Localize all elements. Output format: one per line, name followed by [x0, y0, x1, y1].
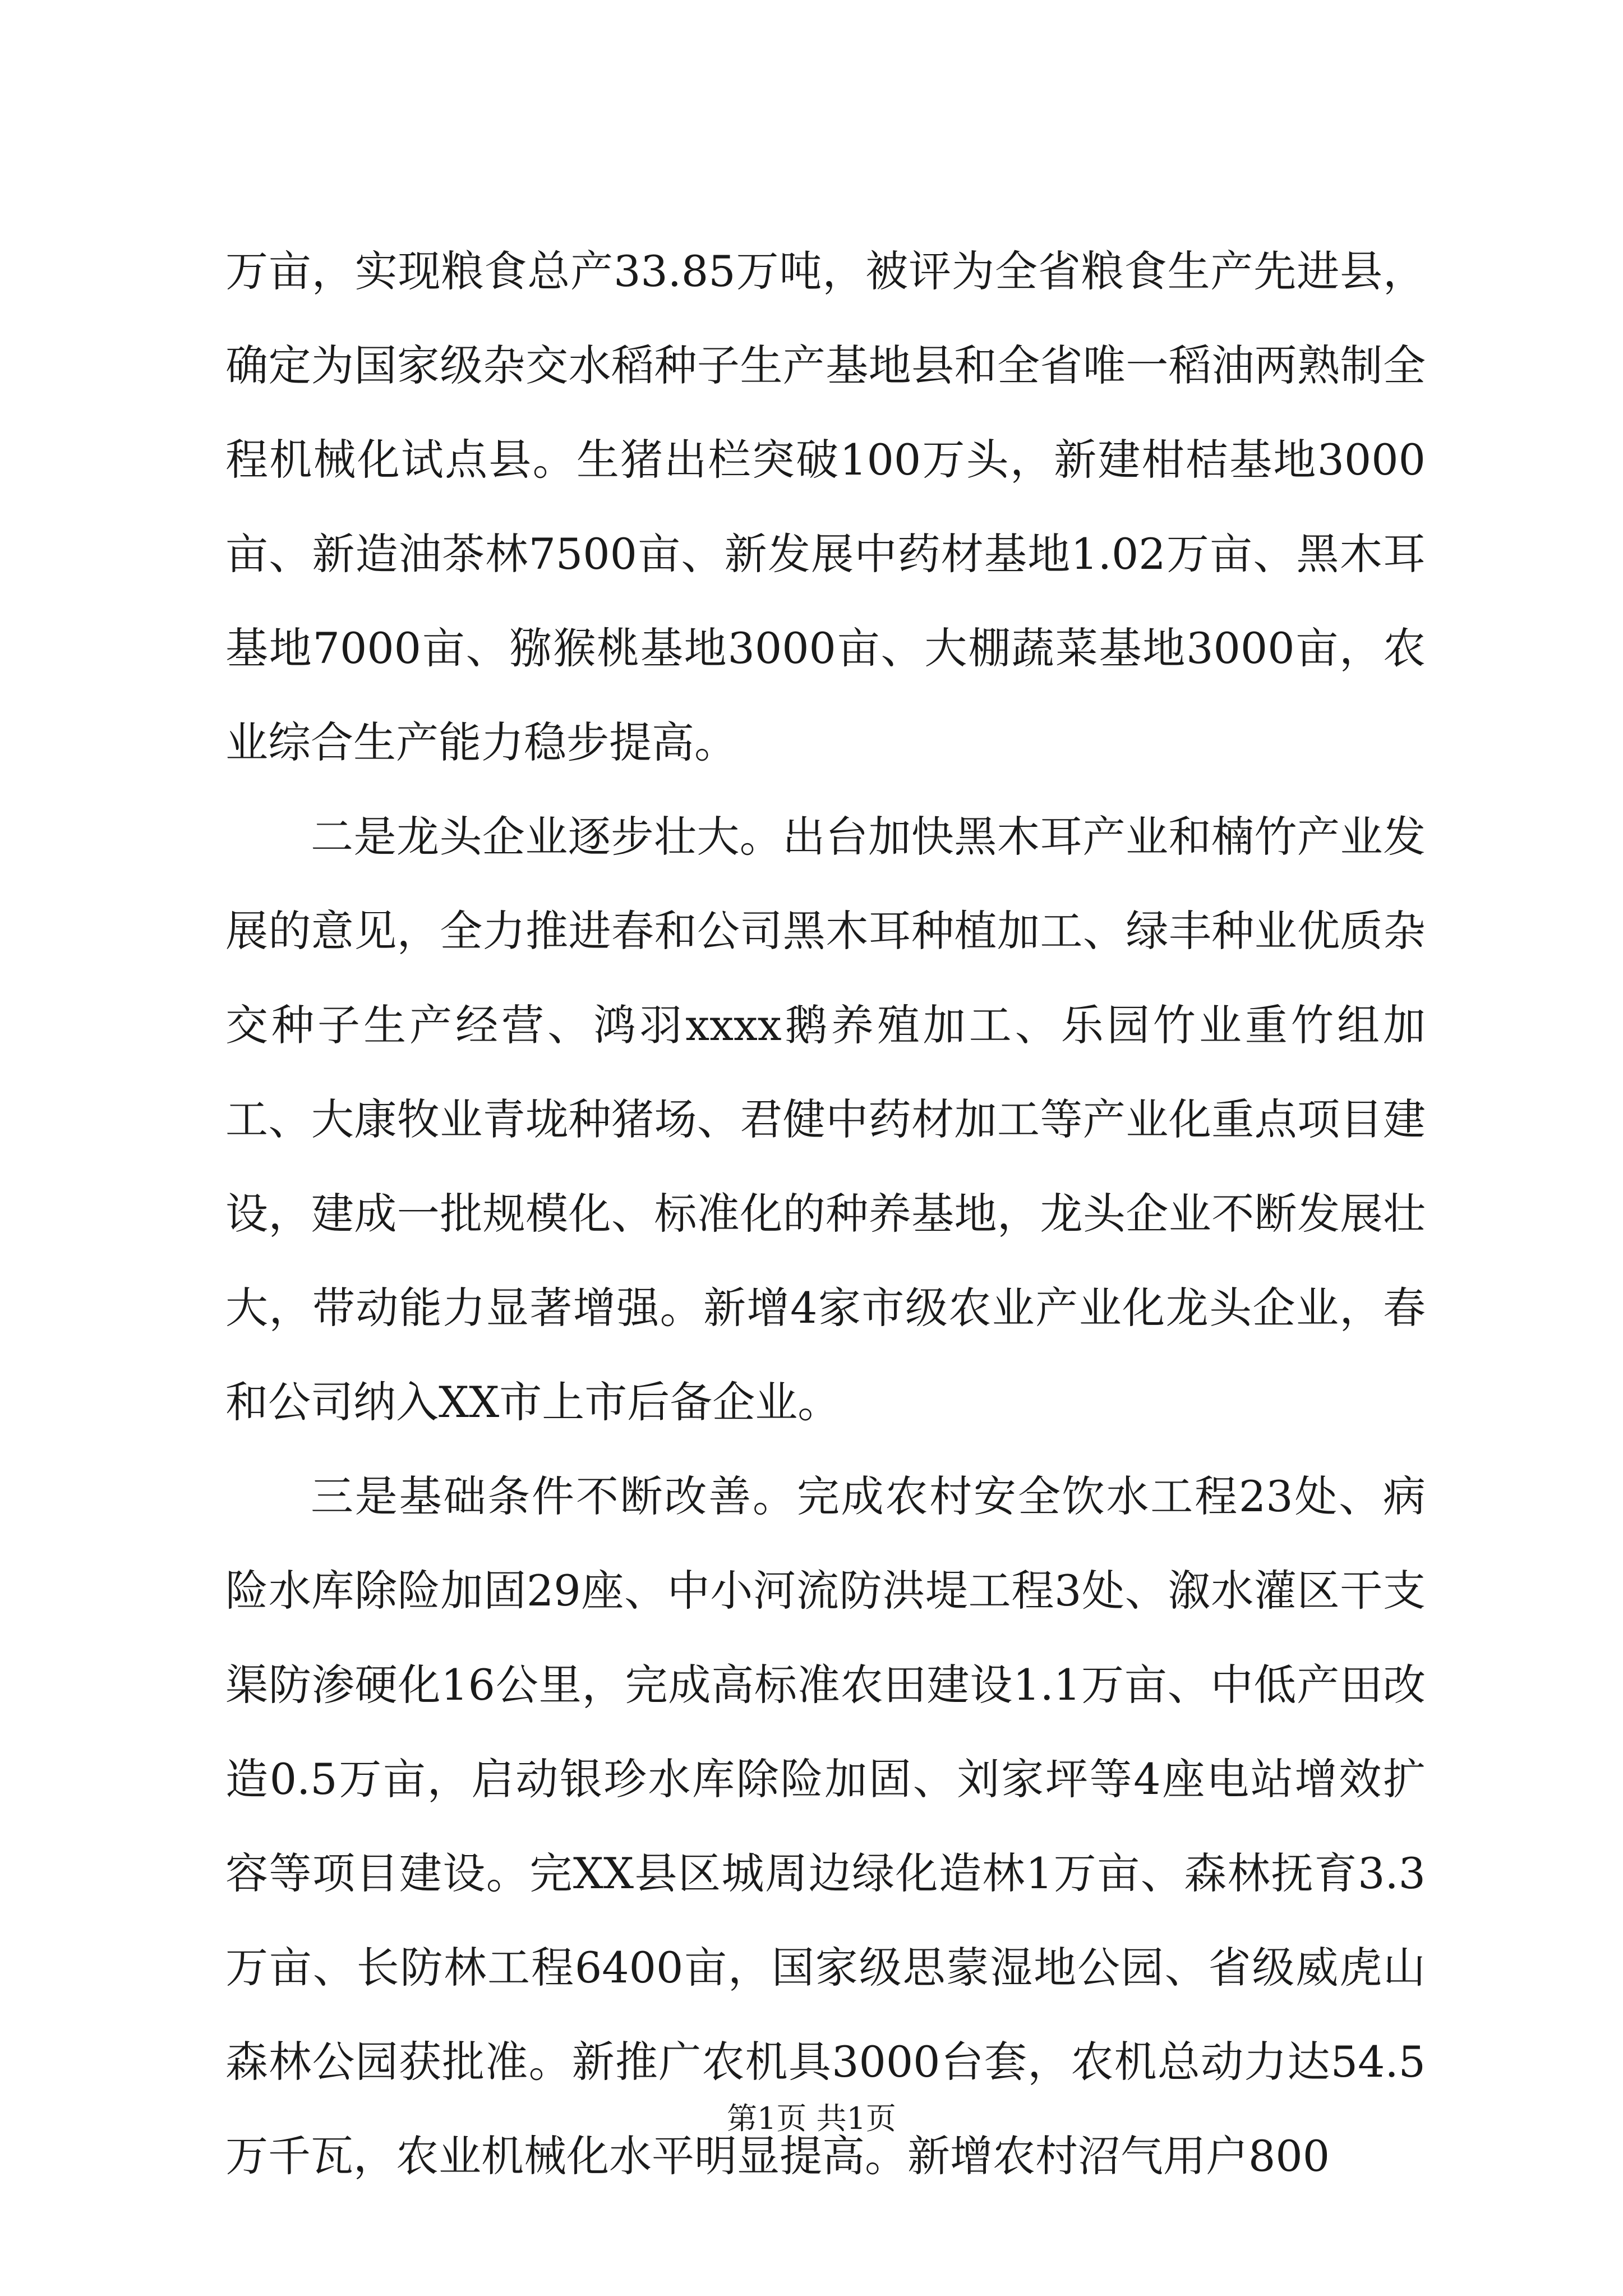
page-footer [0, 2099, 1623, 2138]
page-number-label: 第1页 共1页 [727, 2101, 896, 2136]
paragraph-1: 万亩，实现粮食总产33.85万吨，被评为全省粮食生产先进县，确定为国家级杂交水稻种子生产基地县和全省唯一稻油两熟制全程机械化试点县。生猪出栏突破100万头，新建柑桔基地3000亩、新造油茶林7500亩、新发展中药材基地1.02万亩、黑木耳基地7000亩、猕猴桃基地3000亩、大棚蔬菜基地3000亩，农业综合生产能力稳步提高。 [225, 246, 1426, 767]
paragraph-2: 二是龙头企业逐步壮大。出台加快黑木耳产业和楠竹产业发展的意见，全力推进春和公司黑木耳种植加工、绿丰种业优质杂交种子生产经营、鸿羽xxxx鹅养殖加工、乐园竹业重竹组加工、大康牧业青垅种猪场、君健中药材加工等产业化重点项目建设，建成一批规模化、标准化的种养基地，龙头企业不断发展壮大，带动能力显著增强。新增4家市级农业产业化龙头企业，春和公司纳入XX市上市后备企业。 [225, 812, 1426, 1427]
document-body [225, 224, 1426, 2203]
paragraph-3: 三是基础条件不断改善。完成农村安全饮水工程23处、病险水库除险加固29座、中小河流防洪堤工程3处、溆水灌区干支渠防渗硬化16公里，完成高标准农田建设1.1万亩、中低产田改造0.5万亩，启动银珍水库除险加固、刘家坪等4座电站增效扩容等项目建设。完XX县区城周边绿化造林1万亩、森林抚育3.3万亩、长防林工程6400亩，国家级思蒙湿地公园、省级威虎山森林公园获批准。新推广农机具3000台套，农机总动力达54.5万千瓦，农业机械化水平明显提高。新增农村沼气用户800 [225, 1471, 1426, 2181]
